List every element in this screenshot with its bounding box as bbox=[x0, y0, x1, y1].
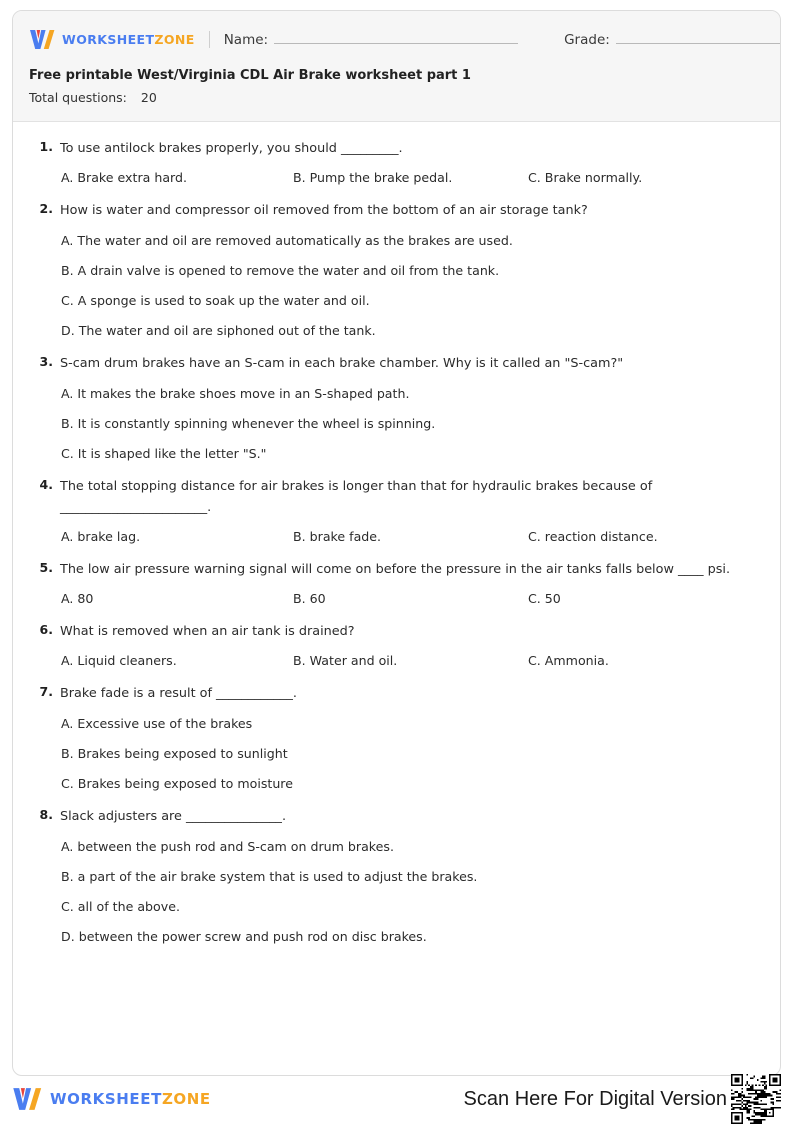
brand-word-zone: ZONE bbox=[154, 31, 195, 47]
question-item bbox=[33, 683, 760, 794]
question-header bbox=[33, 683, 760, 704]
grade-field[interactable] bbox=[564, 31, 781, 48]
scan-here-label: Scan Here For Digital Version bbox=[463, 1087, 727, 1110]
option-item[interactable]: C. A sponge is used to soak up the water and oil. bbox=[61, 293, 370, 308]
option-item[interactable]: A. brake lag. bbox=[61, 529, 141, 544]
question-item bbox=[33, 621, 760, 671]
question-text: S-cam drum brakes have an S-cam in each brake chamber. Why is it called an "S-cam?" bbox=[60, 356, 624, 371]
footer-brand-word-worksheet: WORKSHEET bbox=[50, 1090, 162, 1108]
option-item[interactable]: C. Ammonia. bbox=[528, 653, 609, 668]
total-questions-value: 20 bbox=[140, 90, 157, 105]
option-list bbox=[33, 837, 760, 947]
option-item[interactable]: A. Liquid cleaners. bbox=[61, 653, 177, 668]
question-number: 3. bbox=[39, 354, 53, 369]
question-text: The low air pressure warning signal will come on before the pressure in the air tanks falls below ____ psi. bbox=[60, 562, 731, 577]
question-number: 1. bbox=[39, 139, 53, 154]
option-item[interactable]: A. It makes the brake shoes move in an S-shaped path. bbox=[61, 386, 410, 401]
question-item bbox=[33, 353, 760, 464]
questions-list bbox=[13, 122, 780, 969]
question-header bbox=[33, 353, 760, 374]
option-item[interactable]: B. Water and oil. bbox=[293, 653, 398, 668]
option-item[interactable]: A. The water and oil are removed automatically as the brakes are used. bbox=[61, 233, 513, 248]
question-number: 7. bbox=[39, 684, 53, 699]
footer-brand-word-zone: ZONE bbox=[161, 1090, 211, 1108]
option-list bbox=[33, 231, 760, 341]
question-item bbox=[33, 559, 760, 609]
option-item[interactable]: B. Pump the brake pedal. bbox=[293, 170, 453, 185]
option-item[interactable]: A. 80 bbox=[61, 591, 94, 606]
header-divider bbox=[209, 31, 210, 48]
option-list bbox=[33, 527, 760, 547]
option-item[interactable]: A. Brake extra hard. bbox=[61, 170, 187, 185]
worksheet-zone-logo-icon bbox=[12, 1087, 42, 1111]
question-text: The total stopping distance for air brakes is longer than that for hydraulic brakes because of _______________________. bbox=[60, 479, 653, 515]
question-header bbox=[33, 559, 760, 580]
option-list bbox=[33, 384, 760, 464]
header-meta bbox=[13, 55, 780, 106]
option-item[interactable]: C. Brakes being exposed to moisture bbox=[61, 776, 293, 791]
question-header bbox=[33, 476, 760, 518]
question-item bbox=[33, 806, 760, 947]
grade-field-line[interactable] bbox=[616, 31, 781, 44]
option-item[interactable]: B. It is constantly spinning whenever the wheel is spinning. bbox=[61, 416, 436, 431]
name-field-label: Name: bbox=[223, 31, 269, 48]
brand-logo bbox=[29, 29, 195, 50]
question-text: Brake fade is a result of ____________. bbox=[60, 686, 297, 701]
option-item[interactable]: A. Excessive use of the brakes bbox=[61, 716, 253, 731]
option-list bbox=[33, 168, 760, 188]
option-item[interactable]: C. reaction distance. bbox=[528, 529, 658, 544]
question-header bbox=[33, 621, 760, 642]
question-number: 2. bbox=[39, 201, 53, 216]
question-number: 8. bbox=[39, 807, 53, 822]
option-item[interactable]: C. all of the above. bbox=[61, 899, 180, 914]
option-item[interactable]: B. 60 bbox=[293, 591, 326, 606]
question-number: 6. bbox=[39, 622, 53, 637]
worksheet-zone-logo-icon bbox=[29, 29, 55, 50]
option-item[interactable]: C. It is shaped like the letter "S." bbox=[61, 446, 267, 461]
question-item bbox=[33, 138, 760, 188]
brand-logo-text bbox=[62, 32, 195, 47]
worksheet-sheet bbox=[12, 10, 781, 1076]
option-list bbox=[33, 651, 760, 671]
worksheet-header bbox=[13, 11, 780, 122]
question-header bbox=[33, 806, 760, 827]
name-field[interactable] bbox=[224, 31, 518, 48]
option-item[interactable]: B. A drain valve is opened to remove the water and oil from the tank. bbox=[61, 263, 500, 278]
question-item bbox=[33, 200, 760, 341]
option-item[interactable]: D. The water and oil are siphoned out of the tank. bbox=[61, 323, 376, 338]
option-item[interactable]: B. a part of the air brake system that is used to adjust the brakes. bbox=[61, 869, 478, 884]
question-number: 5. bbox=[39, 560, 53, 575]
worksheet-title: Free printable West/Virginia CDL Air Brake worksheet part 1 bbox=[29, 68, 471, 83]
grade-field-label: Grade: bbox=[564, 31, 610, 48]
question-text: What is removed when an air tank is drained? bbox=[60, 624, 355, 639]
total-questions-label: Total questions: bbox=[29, 90, 127, 105]
option-item[interactable]: C. 50 bbox=[528, 591, 561, 606]
option-item[interactable]: B. brake fade. bbox=[293, 529, 382, 544]
option-item[interactable]: C. Brake normally. bbox=[528, 170, 643, 185]
option-item[interactable]: D. between the power screw and push rod on disc brakes. bbox=[61, 929, 427, 944]
question-text: Slack adjusters are _______________. bbox=[60, 809, 287, 824]
footer-brand-logo bbox=[12, 1087, 211, 1111]
question-text: How is water and compressor oil removed from the bottom of an air storage tank? bbox=[60, 203, 588, 218]
page-footer bbox=[12, 1082, 781, 1116]
brand-word-worksheet: WORKSHEET bbox=[62, 31, 155, 47]
scan-section bbox=[464, 1074, 781, 1124]
header-top-row bbox=[13, 11, 780, 55]
question-text: To use antilock brakes properly, you should _________. bbox=[60, 141, 403, 156]
name-field-line[interactable] bbox=[274, 31, 518, 44]
total-questions bbox=[29, 89, 764, 106]
question-number: 4. bbox=[39, 477, 53, 492]
option-item[interactable]: A. between the push rod and S-cam on drum brakes. bbox=[61, 839, 394, 854]
question-header bbox=[33, 200, 760, 221]
option-list bbox=[33, 714, 760, 794]
option-item[interactable]: B. Brakes being exposed to sunlight bbox=[61, 746, 288, 761]
question-item bbox=[33, 476, 760, 547]
option-list bbox=[33, 589, 760, 609]
qr-code-icon[interactable] bbox=[731, 1074, 781, 1124]
question-header bbox=[33, 138, 760, 159]
footer-brand-logo-text bbox=[50, 1090, 211, 1108]
